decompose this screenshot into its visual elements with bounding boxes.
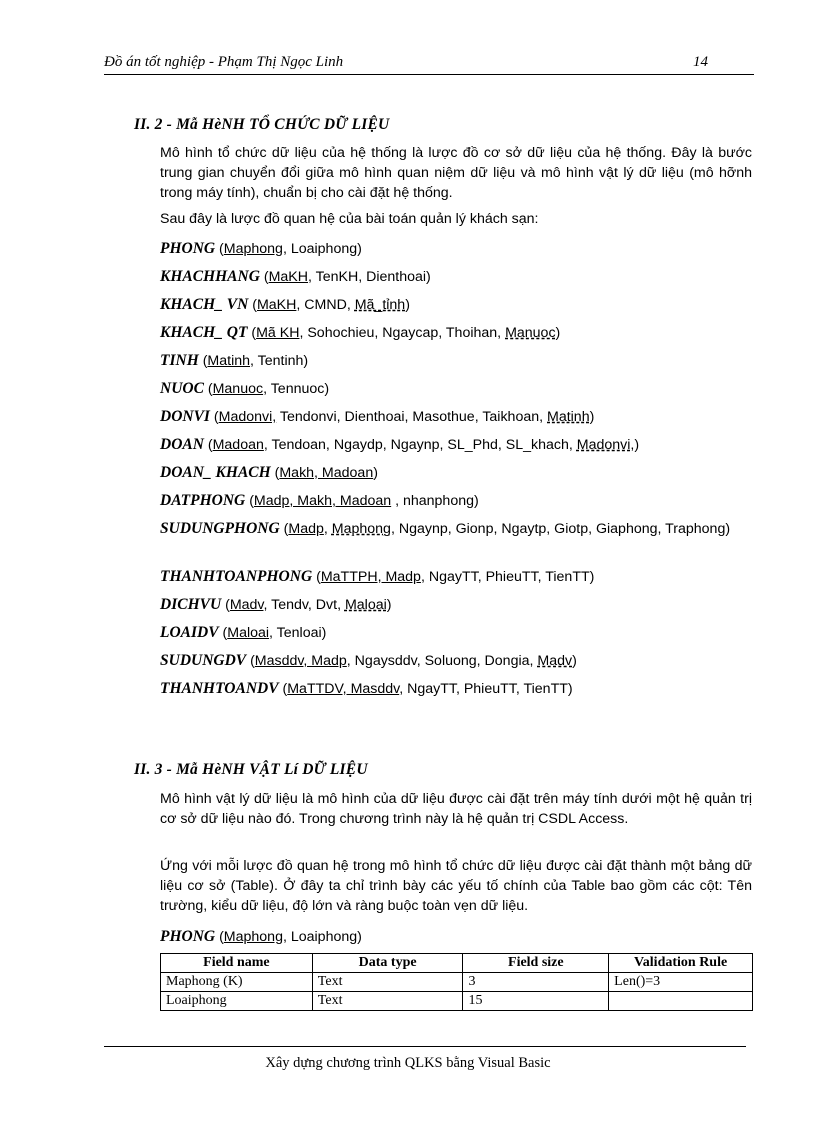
relation-name: KHACHHANG: [160, 268, 260, 285]
primary-key: Madonvi,: [218, 409, 277, 425]
primary-key: Masddv, Madp: [254, 653, 347, 669]
column-header-validation-rule: Validation Rule: [609, 954, 753, 973]
relation-line: KHACH_ QT (Mã KH, Sohochieu, Ngaycap, Thoihan, Manuoc): [160, 324, 561, 341]
section-2-paragraph-2: Sau đây là lược đồ quan hệ của bài toán quản lý khách sạn:: [160, 211, 539, 227]
primary-key: Mã KH: [256, 325, 300, 341]
primary-key: MaTTPH, Madp: [320, 569, 421, 585]
column-header-field-size: Field size: [463, 954, 609, 973]
primary-key: Maphong: [223, 241, 283, 257]
relation-name: LOAIDV: [160, 624, 219, 641]
attribute-text: , Sohochieu, Ngaycap, Thoihan,: [299, 325, 506, 341]
relation-attributes: , Ngaynp, Gionp, Ngaytp, Giotp, Giaphong, Traphong): [390, 521, 731, 537]
footer-divider: [104, 1046, 746, 1047]
primary-key: Maloai: [227, 625, 270, 641]
relation-name: THANHTOANPHONG: [160, 568, 313, 585]
table-cell: Text: [312, 992, 463, 1011]
attribute-text: , CMND,: [296, 297, 355, 313]
section-3-paragraph-1: Mô hình vật lý dữ liệu là mô hình của dữ liệu được cài đặt trên máy tính dưới một hệ quản trị cơ sở dữ liệu nào đó. Trong chương trình này là hệ quản trị CSDL Access.: [160, 791, 752, 827]
foreign-key: Madv: [537, 653, 573, 669]
relation-name: PHONG: [160, 240, 216, 257]
relation-name: DICHVU: [160, 596, 222, 613]
relation-line: DOAN_ KHACH (Makh, Madoan): [160, 464, 378, 481]
relation-name: KHACH_ QT: [160, 324, 248, 341]
relation-attributes: ): [589, 409, 595, 425]
section-3-paragraph-2: Ứng với mỗi lược đồ quan hệ trong mô hình tổ chức dữ liệu được cài đặt thành một bảng dữ liệu cơ sở (Table). Ở đây ta chỉ trình bày các yếu tố chính của Table bao gồm các cột: Tên trường, kiểu dữ liệu, độ lớn và ràng buộc toàn vẹn dữ liệu.: [160, 858, 752, 914]
relation-attributes: ): [572, 653, 577, 669]
primary-key: Madv: [229, 597, 264, 613]
attribute-text: ,: [323, 521, 332, 537]
table-cell: Text: [312, 973, 463, 992]
relation-name: SUDUNGPHONG: [160, 520, 280, 537]
table-cell: [609, 992, 753, 1011]
column-header-data-type: Data type: [312, 954, 463, 973]
page-header: [104, 54, 754, 75]
relation-attributes: , TenKH, Dienthoai): [308, 269, 431, 285]
relation-name: THANHTOANDV: [160, 680, 279, 697]
table-relation: PHONG (Maphong, Loaiphong): [160, 928, 362, 945]
relation-line: THANHTOANDV (MaTTDV, Masddv, NgayTT, PhieuTT, TienTT): [160, 680, 573, 697]
relation-attributes: ): [373, 465, 378, 481]
primary-key: Makh, Madoan: [279, 465, 374, 481]
relation-attributes: ): [386, 597, 392, 613]
primary-key: Manuoc: [212, 381, 264, 397]
attribute-text: , Tendoan, Ngaydp, Ngaynp, SL_Phd, SL_khach,: [263, 437, 577, 453]
page-number: 14: [693, 54, 708, 70]
section-2-heading: II. 2 - Mẫ HèNH TỔ CHỨC DỮ LIỆU: [134, 116, 390, 133]
relation-attributes: ): [555, 325, 561, 341]
primary-key: Madp: [288, 521, 324, 537]
relation-name: DATPHONG: [160, 492, 246, 509]
relation-line: DATPHONG (Madp, Makh, Madoan , nhanphong): [160, 492, 479, 509]
relation-name: SUDUNGDV: [160, 652, 247, 669]
foreign-key: Matinh: [547, 409, 590, 425]
attribute-text: , Ngaysddv, Soluong, Dongia,: [346, 653, 538, 669]
relation-line: DICHVU (Madv, Tendv, Dvt, Maloai): [160, 596, 392, 613]
foreign-key: Maphong: [331, 521, 391, 537]
primary-key: Madoan: [212, 437, 264, 453]
relation-line: DOAN (Madoan, Tendoan, Ngaydp, Ngaynp, SL_Phd, SL_khach, Madonvi,): [160, 436, 640, 453]
relation-attributes: , Tennuoc): [263, 381, 330, 397]
attribute-text: , Tendv, Dvt,: [263, 597, 345, 613]
relation-key: Maphong: [223, 929, 283, 945]
relation-attributes: , Loaiphong): [282, 929, 362, 945]
table-cell: Len()=3: [609, 973, 753, 992]
primary-key: MaKH: [268, 269, 309, 285]
relation-name: KHACH_ VN: [160, 296, 249, 313]
foreign-key: Manuoc: [505, 325, 556, 341]
primary-key: Matinh: [207, 353, 251, 369]
relation-line: PHONG (Maphong, Loaiphong): [160, 240, 362, 257]
table-cell: Maphong (K): [161, 973, 313, 992]
relation-name: NUOC: [160, 380, 204, 397]
relation-line: KHACH_ VN (MaKH, CMND, Mã_tỉnh): [160, 296, 410, 313]
primary-key: MaTTDV, Masddv: [287, 681, 400, 697]
foreign-key: Mã_tỉnh: [354, 297, 406, 313]
table-header-row: [161, 954, 753, 973]
relation-attributes: , Tenloai): [269, 625, 327, 641]
page-footer: Xây dựng chương trình QLKS bằng Visual Basic: [265, 1055, 551, 1071]
relation-line: KHACHHANG (MaKH, TenKH, Dienthoai): [160, 268, 431, 285]
relation-line: SUDUNGPHONG (Madp, Maphong, Ngaynp, Gionp, Ngaytp, Giotp, Giaphong, Traphong): [160, 520, 731, 537]
attribute-text: Tendonvi, Dienthoai, Masothue, Taikhoan,: [276, 409, 547, 425]
relation-line: LOAIDV (Maloai, Tenloai): [160, 624, 327, 641]
relation-line: NUOC (Manuoc, Tennuoc): [160, 380, 330, 397]
table-cell: Loaiphong: [161, 992, 313, 1011]
relation-attributes: ,): [630, 437, 640, 453]
column-header-field-name: Field name: [161, 954, 313, 973]
relation-attributes: , NgayTT, PhieuTT, TienTT): [399, 681, 573, 697]
header-title: Đồ án tốt nghiệp - Phạm Thị Ngọc Linh: [104, 54, 344, 70]
relation-attributes: , Loaiphong): [282, 241, 362, 257]
relation-name: PHONG: [160, 928, 216, 945]
relation-line: TINH (Matinh, Tentinh): [160, 352, 309, 369]
foreign-key: Madonvi: [576, 437, 631, 453]
primary-key: MaKH: [256, 297, 297, 313]
table-cell: 15: [463, 992, 609, 1011]
primary-key: Madp, Makh, Madoan: [253, 493, 392, 509]
section-3-heading: II. 3 - Mẫ HèNH VẬT Lí DỮ LIỆU: [134, 761, 368, 778]
relation-line: THANHTOANPHONG (MaTTPH, Madp, NgayTT, PhieuTT, TienTT): [160, 568, 595, 585]
table-row: [161, 973, 753, 992]
relation-attributes: ): [405, 297, 410, 313]
relation-line: DONVI (Madonvi, Tendonvi, Dienthoai, Masothue, Taikhoan, Matinh): [160, 408, 595, 425]
section-2-paragraph-1: Mô hình tổ chức dữ liệu của hệ thống là lược đồ cơ sở dữ liệu của hệ thống. Đây là bước trung gian chuyển đổi giữa mô hình quan niệm dữ liệu và mô hình vật lý dữ liệu (mô hỡnh trong máy tính), chuẩn bị cho cài đặt hệ thống.: [160, 145, 752, 201]
relation-line: SUDUNGDV (Masddv, Madp, Ngaysddv, Soluong, Dongia, Madv): [160, 652, 577, 669]
field-table: [160, 953, 753, 1011]
relation-attributes: , Tentinh): [250, 353, 309, 369]
relation-name: DONVI: [160, 408, 210, 425]
table-row: [161, 992, 753, 1011]
relation-name: DOAN_ KHACH: [160, 464, 271, 481]
relation-attributes: , NgayTT, PhieuTT, TienTT): [420, 569, 595, 585]
foreign-key: Maloai: [344, 597, 387, 613]
relation-attributes: , nhanphong): [391, 493, 479, 509]
table-cell: 3: [463, 973, 609, 992]
relation-name: TINH: [160, 352, 199, 369]
relation-name: DOAN: [160, 436, 204, 453]
